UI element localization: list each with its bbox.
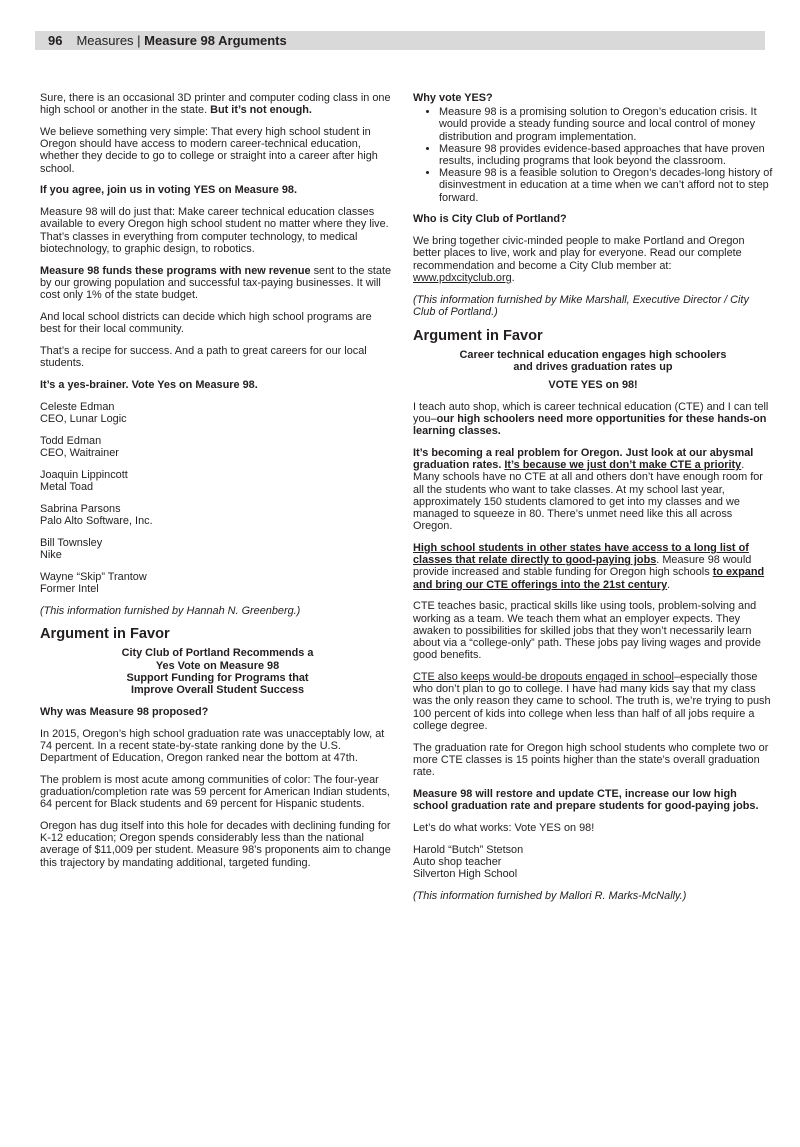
argument-heading: Argument in Favor	[413, 327, 543, 344]
vote-yes-heading: VOTE YES on 98!	[548, 379, 638, 392]
paragraph: That’s a recipe for success. And a path to great careers for our local students.	[40, 344, 367, 370]
signer: Harold “Butch” Stetson Auto shop teacher Silverton High School	[413, 843, 524, 881]
signer: Bill Townsley Nike	[40, 536, 103, 561]
paragraph: CTE teaches basic, practical skills like using tools, problem-solving and working as a team. We teach them what an employer expects. They awaken to possibilities for skilled jobs that they won’t necessarily learn about via a “college-only” path. These jobs pay living wages and provide good benefits.	[413, 600, 761, 662]
paragraph: I teach auto shop, which is career technical education (CTE) and I can tell you–our high schoolers need more opportunities for these hands-on learning classes.	[413, 400, 769, 438]
paragraph: Sure, there is an occasional 3D printer and computer coding class in one high school or another in the state. But it’s not enough.	[40, 92, 391, 117]
section-label: Measures |	[76, 33, 141, 48]
paragraph: Measure 98 will restore and update CTE, increase our low high school graduation rate and prepare students for good-paying jobs.	[413, 787, 759, 813]
bullet-list	[413, 106, 773, 204]
paragraph: We believe something very simple: That every high school student in Oregon should have access to modern career-technical education, whether they decide to go to college or straight into a career after high school.	[40, 126, 378, 175]
paragraph: CTE also keeps would-be dropouts engaged in school–especially those who don’t plan to go to college. I have had many kids say that my class was the only reason they came to school. The truth is, we’re trying to push 100 percent of kids into college when less than half of all jobs require a college degree.	[413, 671, 771, 732]
paragraph: In 2015, Oregon’s high school graduation rate was unacceptably low, at 74 percent. In a recent state-by-state ranking done by the U.S. Department of Education, Oregon ranked near the bottom at 47th.	[40, 727, 385, 765]
signer: Celeste Edman CEO, Lunar Logic	[40, 400, 127, 425]
list-item: • Measure 98 provides evidence-based approaches that have proven results, including programs that look beyond the classroom.	[439, 143, 773, 167]
furnished-note: (This information furnished by Hannah N. Greenberg.)	[40, 604, 301, 617]
paragraph: Measure 98 funds these programs with new revenue sent to the state by our growing population and successful tax-paying businesses. It will cost only 1% of the state budget.	[40, 264, 392, 302]
paragraph: Let’s do what works: Vote YES on 98!	[413, 821, 595, 834]
paragraph: Measure 98 will do just that: Make career technical education classes available to every Oregon high school student no matter where they live. That’s classes in everything from computer technology, to medical biotechnology, to graphic design, to robotics.	[40, 206, 389, 255]
signer: Todd Edman CEO, Waitrainer	[40, 434, 119, 459]
signer: Joaquin Lippincott Metal Toad	[40, 468, 128, 493]
page-header	[35, 31, 765, 50]
signer: Sabrina Parsons Palo Alto Software, Inc.	[40, 502, 153, 527]
paragraph: If you agree, join us in voting YES on Measure 98.	[40, 184, 297, 197]
city-club-link[interactable]: www.pdxcityclub.org	[413, 271, 512, 284]
argument-heading: Argument in Favor	[40, 626, 170, 643]
list-item: • Measure 98 is a promising solution to Oregon’s education crisis. It would provide a steady funding source and local control of money distribution and program implementation.	[439, 106, 773, 143]
list-item: • Measure 98 is a feasible solution to Oregon’s decades-long history of disinvestment in education at a time when we can’t afford not to step forward.	[439, 167, 773, 204]
furnished-note: (This information furnished by Mallori R. Marks-McNally.)	[413, 889, 687, 902]
paragraph: We bring together civic-minded people to make Portland and Oregon better places to live, work and play for everyone. Read our complete recommendation and become a City Club member at: www.pdxcityclub.org.	[413, 235, 745, 284]
paragraph: It’s a yes-brainer. Vote Yes on Measure 98.	[40, 378, 258, 391]
page-title: Measure 98 Arguments	[144, 33, 287, 48]
paragraph: The problem is most acute among communities of color: The four-year graduation/completion rate was 59 percent for American Indian students, 64 percent for Black students and 69 percent for Hispanic students.	[40, 773, 390, 811]
page-number: 96	[48, 33, 63, 48]
question-heading: Why was Measure 98 proposed?	[40, 705, 209, 718]
paragraph: Oregon has dug itself into this hole for decades with declining funding for K-12 education; Oregon spends considerably less than the national average of $11,009 per student. Measure 98’s proponents aim to change this trajectory by mandating additional, targeted funding.	[40, 820, 391, 869]
paragraph: High school students in other states have access to a long list of classes that relate directly to good-paying jobs. Measure 98 would provide increased and stable funding for Oregon high schools to expand and bring our CTE offerings into the 21st century.	[413, 542, 765, 591]
signer: Wayne “Skip” Trantow Former Intel	[40, 570, 147, 595]
question-heading: Why vote YES?	[413, 92, 493, 104]
paragraph: And local school districts can decide which high school programs are best for their local community.	[40, 310, 372, 336]
argument-subheading: City Club of Portland Recommends a Yes Vote on Measure 98 Support Funding for Programs that Improve Overall Student Success	[121, 647, 314, 697]
paragraph: The graduation rate for Oregon high school students who complete two or more CTE classes is 15 points higher than the state’s overall graduation rate.	[413, 741, 769, 779]
furnished-note: (This information furnished by Mike Marshall, Executive Director / City Club of Portland.)	[413, 293, 749, 318]
question-heading: Who is City Club of Portland?	[413, 213, 567, 226]
paragraph: It’s becoming a real problem for Oregon. Just look at our abysmal graduation rates. It’s because we just don’t make CTE a priority. Many schools have no CTE at all and others don’t have enough room for all the students who want to take classes. At my school last year, approximately 150 students clamored to get into my classes and we managed to squeeze in 80. There’s unmet need like this all across Oregon.	[413, 447, 763, 533]
argument-subheading: Career technical education engages high schoolers and drives graduation rates up	[459, 348, 727, 373]
right-column	[413, 92, 773, 912]
left-column	[40, 92, 395, 878]
